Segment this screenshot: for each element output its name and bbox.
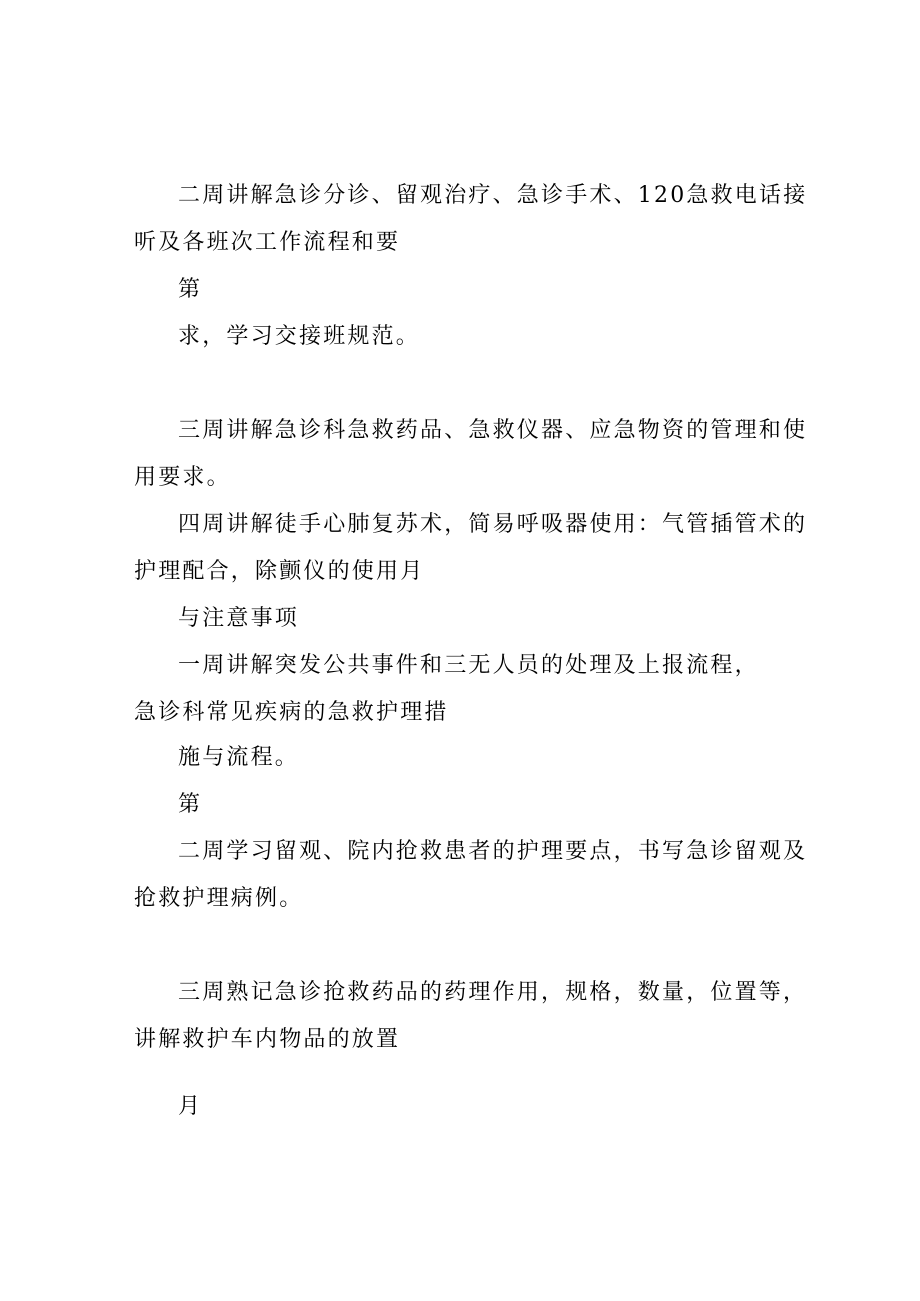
paragraph-line-6: 用要求。 xyxy=(134,465,231,490)
paragraph-line-7: 四周讲解徒手心肺复苏术，简易呼吸器使用：气管插管术的 xyxy=(178,512,808,537)
paragraph-line-12: 施与流程。 xyxy=(178,745,300,770)
paragraph-line-4: 求，学习交接班规范。 xyxy=(178,324,421,349)
paragraph-line-16: 三周熟记急诊抢救药品的药理作用，规格，数量，位置等， xyxy=(178,980,808,1005)
paragraph-line-14: 二周学习留观、院内抢救患者的护理要点，书写急诊留观及 xyxy=(178,839,808,864)
paragraph-line-3: 第 xyxy=(178,277,203,302)
paragraph-line-1: 二周讲解急诊分诊、留观治疗、急诊手术、120急救电话接 xyxy=(178,183,808,208)
paragraph-line-5: 三周讲解急诊科急救药品、急救仪器、应急物资的管理和使 xyxy=(178,418,808,443)
paragraph-line-13: 第 xyxy=(178,792,203,817)
paragraph-line-15: 抢救护理病例。 xyxy=(134,886,304,911)
paragraph-line-9: 与注意事项 xyxy=(178,606,300,631)
paragraph-line-10: 一周讲解突发公共事件和三无人员的处理及上报流程， xyxy=(178,653,759,678)
paragraph-line-11: 急诊科常见疾病的急救护理措 xyxy=(134,700,449,725)
paragraph-line-8: 护理配合，除颤仪的使用月 xyxy=(134,559,425,584)
paragraph-line-18: 月 xyxy=(178,1094,203,1119)
paragraph-line-17: 讲解救护车内物品的放置 xyxy=(134,1027,401,1052)
paragraph-line-2: 听及各班次工作流程和要 xyxy=(134,230,401,255)
